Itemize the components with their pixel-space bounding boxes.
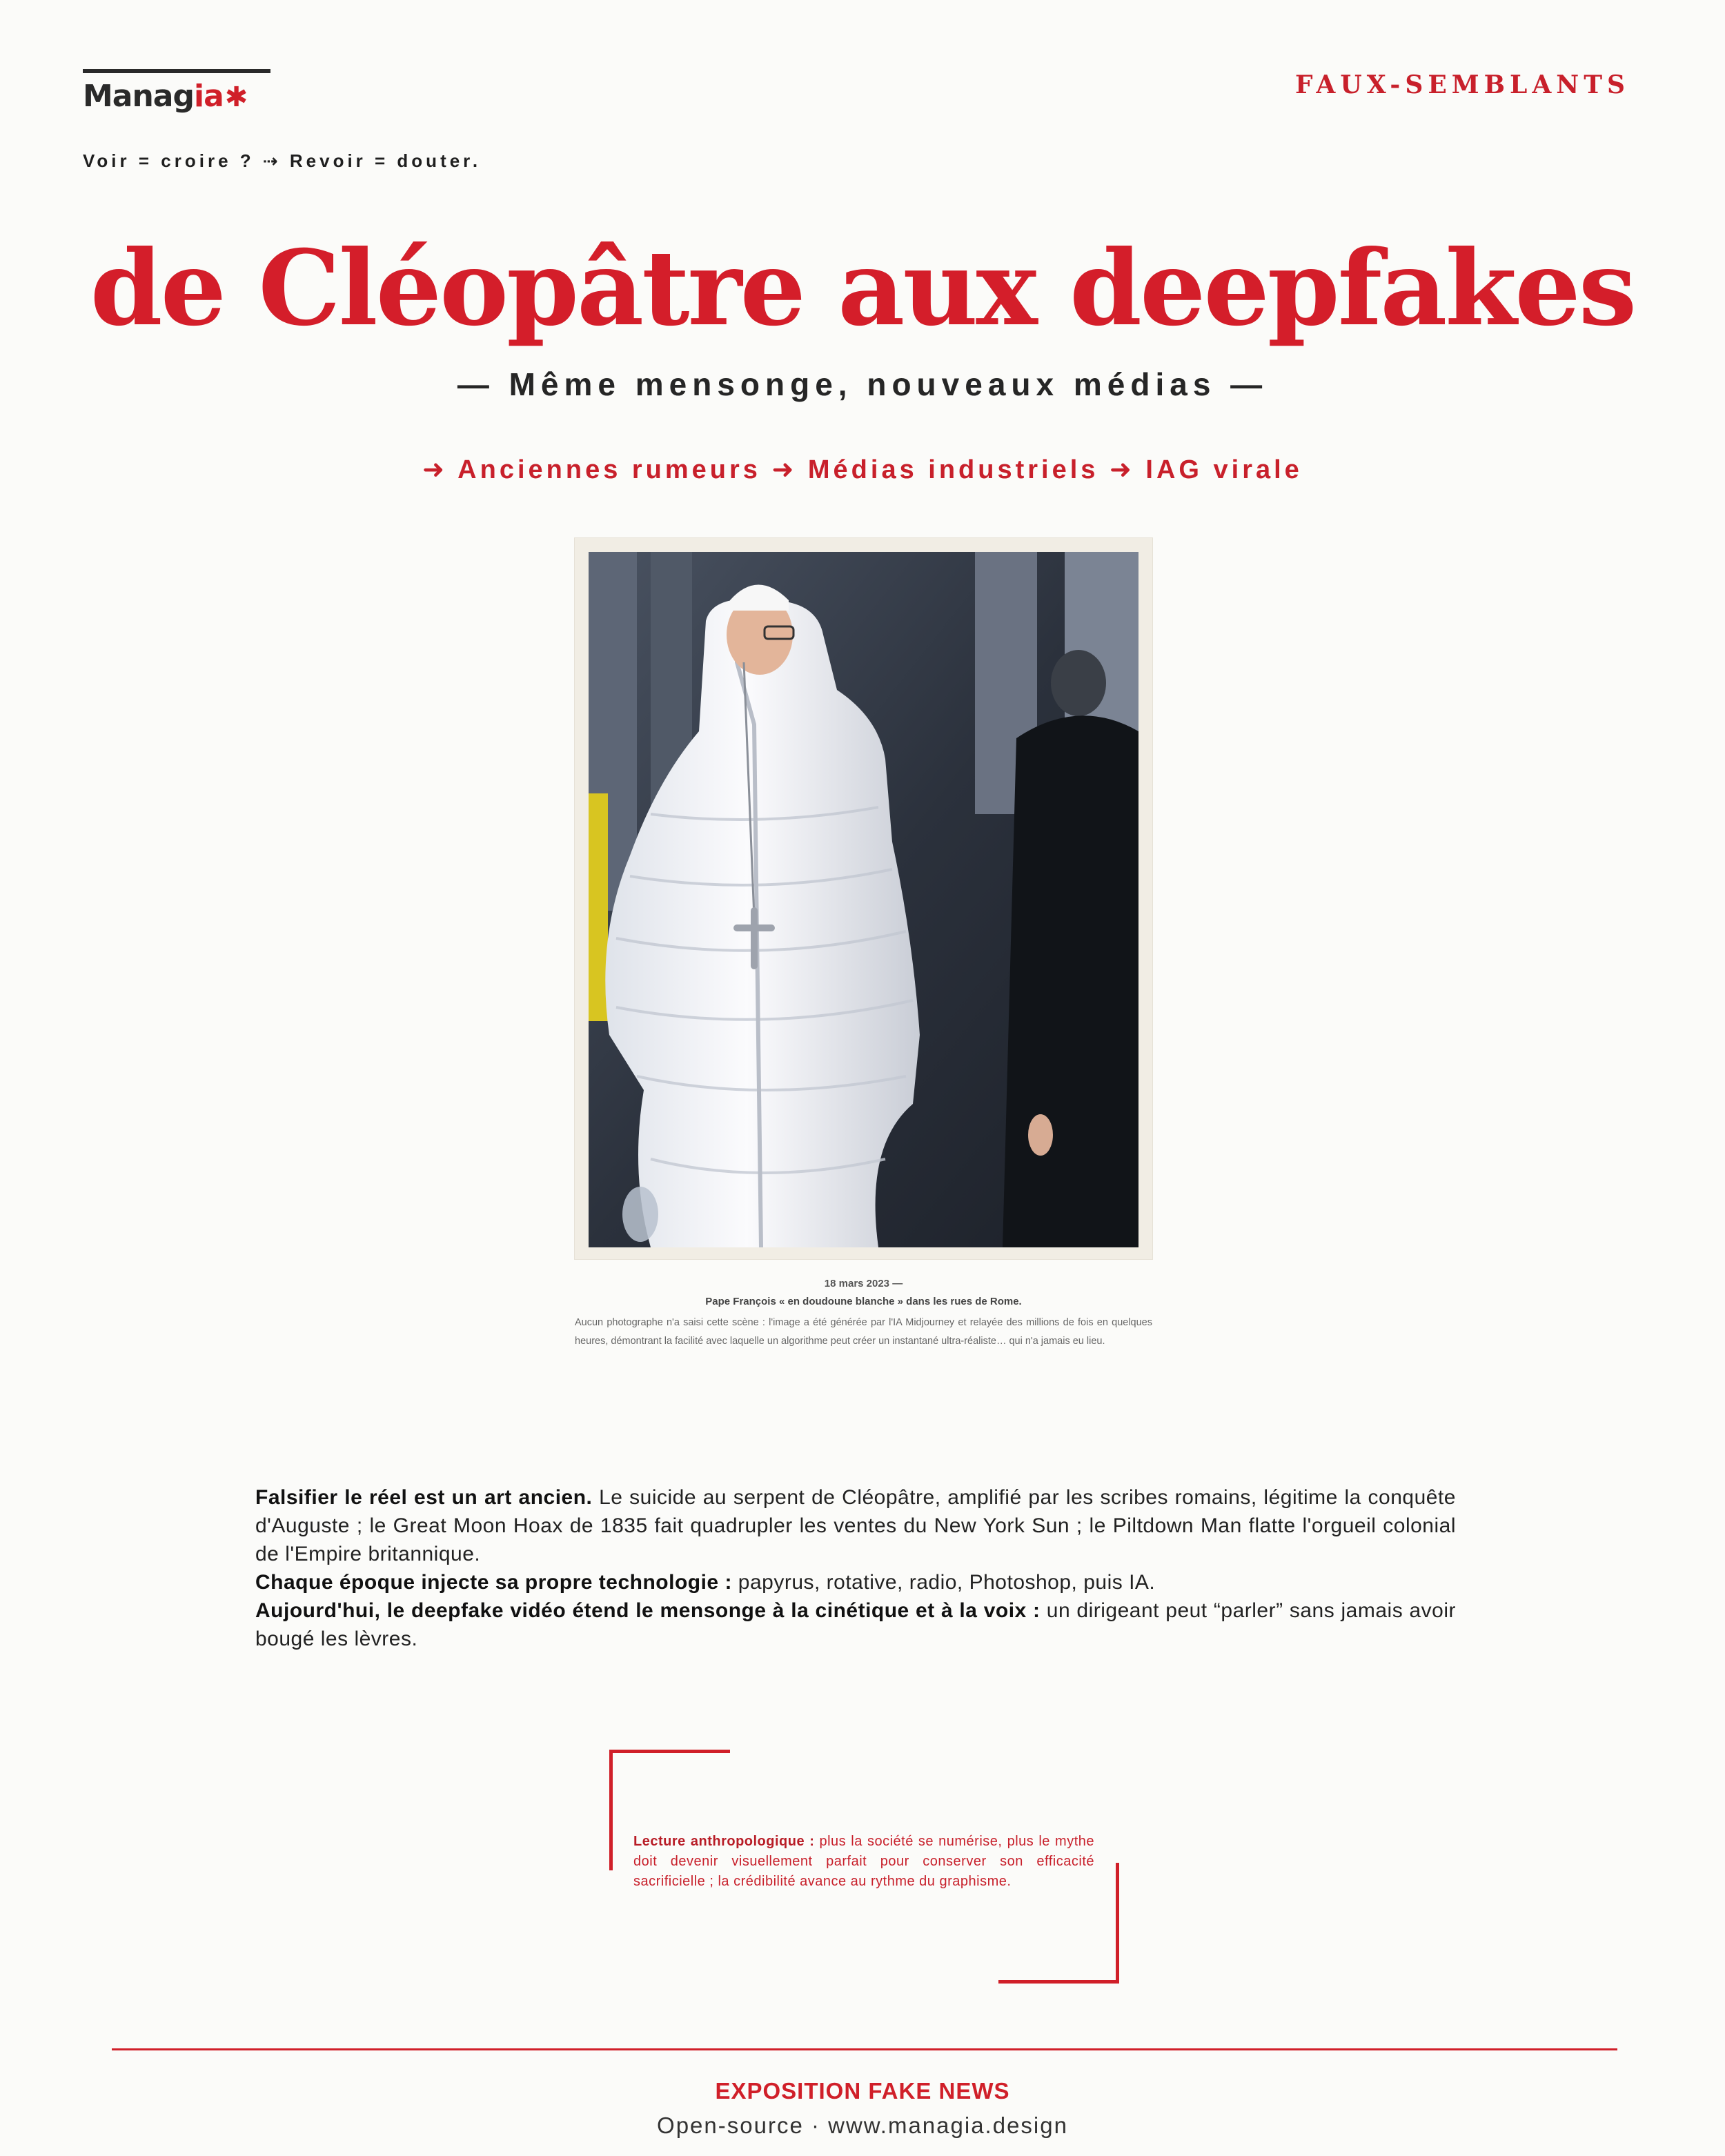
caption-headline: Pape François « en doudoune blanche » dans les rues de Rome. [705, 1296, 1022, 1307]
paragraph-2-text: papyrus, rotative, radio, Photoshop, puis IA. [731, 1571, 1156, 1594]
paragraph-3-text: un dirigeant peut “parler” sans jamais avoir bougé les lèvres. [255, 1599, 1456, 1650]
logo-rule [83, 69, 270, 73]
timeline: ➜ Anciennes rumeurs ➜ Médias industriels ➜ IAG virale [422, 455, 1303, 484]
anthropology-note [633, 1832, 1094, 1892]
footer-rule [112, 2048, 1617, 2050]
page-title: de Cléopâtre aux deepfakes [90, 228, 1635, 349]
paragraph-3 [255, 1596, 1456, 1653]
note-bracket-bottom [998, 1980, 1119, 1984]
note-bracket-right [1116, 1863, 1119, 1984]
category-label: FAUX-SEMBLANTS [1294, 70, 1630, 99]
footer-link[interactable]: Open-source · www.managia.design [657, 2113, 1068, 2138]
asterisk-icon: ✱ [224, 81, 248, 113]
pope-photo [589, 552, 1138, 1247]
paragraph-3-lead: Aujourd'hui, le deepfake vidéo étend le mensonge à la cinétique et à la voix : [255, 1599, 1041, 1622]
logo-main: Manag [83, 79, 194, 114]
note-bracket-left [609, 1750, 613, 1870]
logo[interactable] [83, 76, 247, 118]
caption-date: 18 mars 2023 — [824, 1278, 903, 1289]
pope-illustration [589, 552, 1138, 1247]
caption-body: Aucun photographe n'a saisi cette scène : l'image a été générée par l'IA Midjourney et relayée des millions de fois en quelques heures, démontrant la facilité avec laquelle un algorithme peut créer un instantané ultra-réaliste… qui n'a jamais eu lieu. [575, 1317, 1152, 1347]
tagline: Voir = croire ? ⇢ Revoir = douter. [83, 150, 482, 171]
paragraph-1-lead: Falsifier le réel est un art ancien. [255, 1486, 593, 1509]
note-bracket-top [609, 1750, 730, 1753]
subtitle: — Même mensonge, nouveaux médias — [457, 366, 1268, 402]
paragraph-2 [255, 1568, 1456, 1596]
logo-accent: ia [194, 79, 224, 114]
paragraph-2-lead: Chaque époque injecte sa propre technologie : [255, 1571, 732, 1594]
article-body [255, 1483, 1456, 1653]
footer-title: EXPOSITION FAKE NEWS [715, 2078, 1010, 2104]
note-lead: Lecture anthropologique : [633, 1834, 815, 1849]
paragraph-1-text: Le suicide au serpent de Cléopâtre, amplifié par les scribes romains, légitime la conquête d'Auguste ; le Great Moon Hoax de 1835 fait quadrupler les ventes du New York Sun ; le Piltdown Man flatte l'orgueil colonial de l'Empire britannique. [255, 1486, 1456, 1565]
paragraph-1 [255, 1483, 1456, 1568]
note-text: plus la société se numérise, plus le mythe doit devenir visuellement parfait pour conserver son efficacité sacrificielle ; la crédibilité avance au rythme du graphisme. [633, 1834, 1094, 1889]
